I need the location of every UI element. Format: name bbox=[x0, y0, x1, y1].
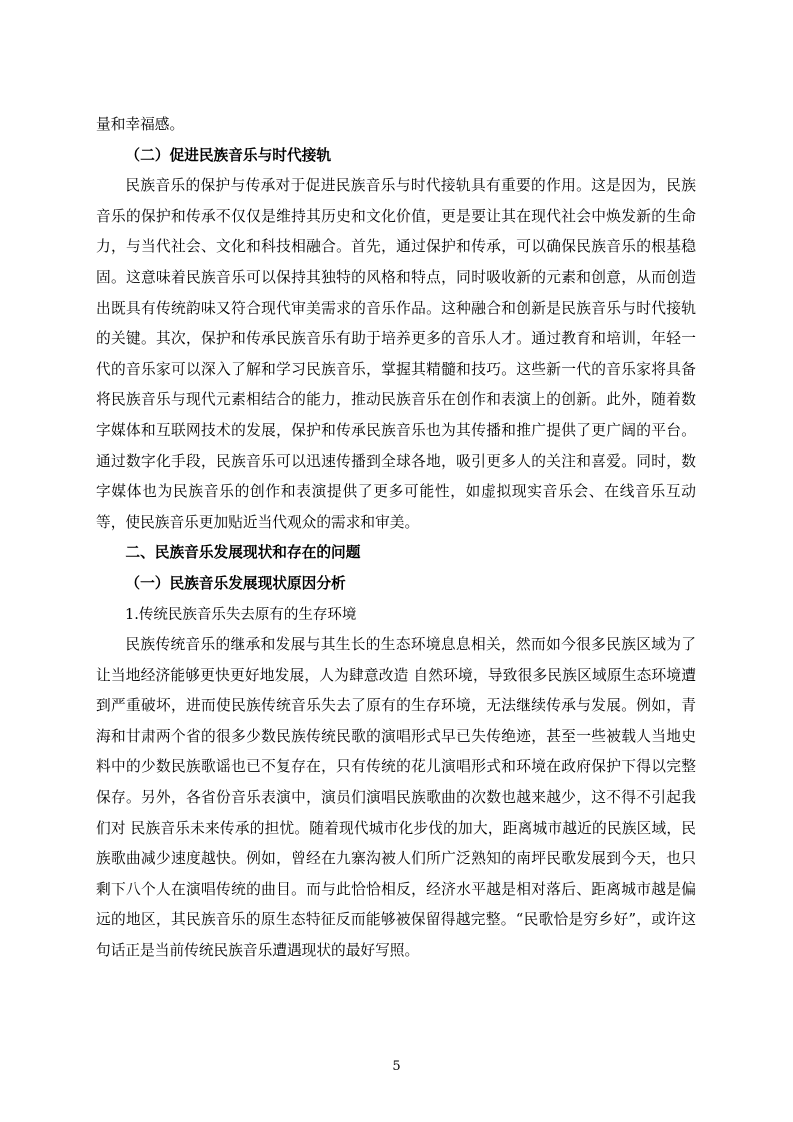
paragraph-continuation: 量和幸福感。 bbox=[96, 116, 185, 133]
paragraph-living-environment: 民族传统音乐的继承和发展与其生长的生态环境息息相关，然而如今很多民族区域为了让当地经济能够更快更好地发展，人为肆意改造 自然环境，导致很多民族区域原生态环境遭到严重破坏，进而使民族传统音乐失去了原有的生存环境，无法继续传承与发展。例如，青海和甘肃两个省的很多少数民族传统民歌的演唱形式早已失传绝迹，甚至一些被载人当地史料中的少数民族歌谣也已不复存在，只有传统的花儿演唱形式和环境在政府保护下得以完整保存。另外，各省份音乐表演中，演员们演唱民族歌曲的次数也越来越少，这不得不引起我们对 民族音乐未来传承的担忧。随着现代城市化步伐的加大，距离城市越近的民族区域，民族歌曲减少速度越快。例如，曾经在九寨沟被人们所广泛熟知的南坪民歌发展到今天，也只剩下八个人在演唱传统的曲目。而与此恰恰相反，经济水平越是相对落后、距离城市越是偏远的地区，其民族音乐的原生态特征反而能够被保留得越完整。“民歌恰是穷乡好”，或许这句话正是当前传统民族音乐遭遇现状的最好写照。 bbox=[96, 636, 696, 960]
document-body bbox=[96, 110, 696, 967]
paragraph-modern-integration: 民族音乐的保护与传承对于促进民族音乐与时代接轨具有重要的作用。这是因为，民族音乐的保护和传承不仅仅是维持其历史和文化价值，更是要让其在现代社会中焕发新的生命力，与当代社会、文化和科技相融合。首先，通过保护和传承，可以确保民族音乐的根基稳固。这意味着民族音乐可以保持其独特的风格和特点，同时吸收新的元素和创意，从而创造出既具有传统韵味又符合现代审美需求的音乐作品。这种融合和创新是民族音乐与时代接轨的关键。其次，保护和传承民族音乐有助于培养更多的音乐人才。通过教育和培训，年轻一代的音乐家可以深入了解和学习民族音乐，掌握其精髓和技巧。这些新一代的音乐家将具备将民族音乐与现代元素相结合的能力，推动民族音乐在创作和表演上的创新。此外，随着数字媒体和互联网技术的发展，保护和传承民族音乐也为其传播和推广提供了更广阔的平台。通过数字化手段，民族音乐可以迅速传播到全球各地，吸引更多人的关注和喜爱。同时，数字媒体也为民族音乐的创作和表演提供了更多可能性，如虚拟现实音乐会、在线音乐互动等，使民族音乐更加贴近当代观众的需求和审美。 bbox=[96, 177, 696, 531]
heading-section-2-1: （一）民族音乐发展现状原因分析 bbox=[125, 574, 346, 592]
heading-section-2-2: （二）促进民族音乐与时代接轨 bbox=[125, 146, 332, 164]
heading-section-2: 二、民族音乐发展现状和存在的问题 bbox=[125, 544, 361, 562]
subheading-item-1: 1.传统民族音乐失去原有的生存环境 bbox=[125, 606, 357, 623]
page-number: 5 bbox=[392, 1059, 401, 1074]
